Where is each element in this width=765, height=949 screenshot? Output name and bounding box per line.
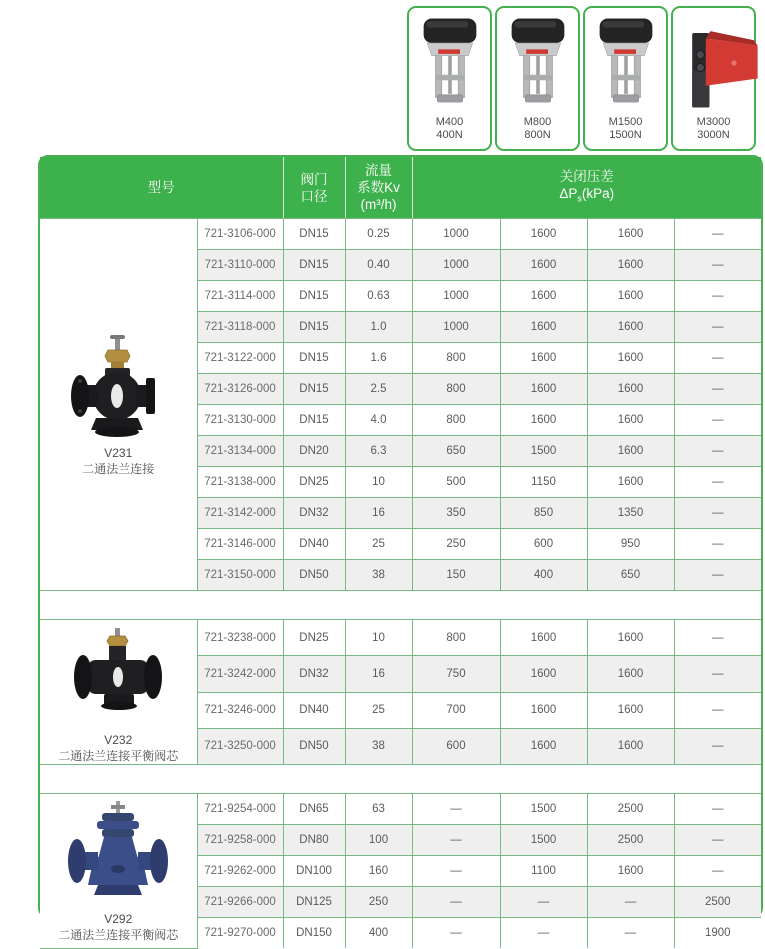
valve-spec-table [40, 157, 761, 949]
dp-m3000-cell: — [674, 856, 761, 887]
dp-m1500-cell: 1600 [587, 281, 674, 312]
dn-cell: DN32 [283, 656, 345, 692]
dp-m800-cell: 1600 [500, 692, 587, 728]
kv-cell: 0.25 [345, 219, 412, 250]
valve-caption: 二通法兰连接平衡阀芯 [58, 927, 179, 942]
dp-m1500-cell: 1350 [587, 498, 674, 529]
dp-m3000-cell: — [674, 281, 761, 312]
dp-m400-cell: — [412, 856, 500, 887]
model-cell: 721-3150-000 [197, 560, 283, 591]
dp-m400-cell: 800 [412, 405, 500, 436]
dp-m400-cell: 1000 [412, 250, 500, 281]
dp-m3000-cell: — [674, 498, 761, 529]
dn-cell: DN15 [283, 250, 345, 281]
dn-cell: DN80 [283, 825, 345, 856]
actuator-force: 800N [524, 129, 551, 141]
dn-cell: DN100 [283, 856, 345, 887]
dp-m3000-cell: — [674, 728, 761, 764]
dp-m400-cell: 600 [412, 728, 500, 764]
dp-m1500-cell: 1600 [587, 620, 674, 656]
valve-name: V231 [104, 445, 133, 460]
model-cell: 721-3238-000 [197, 620, 283, 656]
dp-m3000-cell: — [674, 219, 761, 250]
dp-m800-cell: 1600 [500, 656, 587, 692]
dp-m400-cell: 1000 [412, 281, 500, 312]
model-cell: 721-3138-000 [197, 467, 283, 498]
dp-m800-cell: 1500 [500, 794, 587, 825]
kv-cell: 16 [345, 498, 412, 529]
dp-m400-cell: — [412, 794, 500, 825]
dn-cell: DN25 [283, 467, 345, 498]
v232-valve-image [58, 620, 178, 730]
dp-m400-cell: 150 [412, 560, 500, 591]
model-cell: 721-9266-000 [197, 887, 283, 918]
dp-m800-cell: 600 [500, 529, 587, 560]
dp-m1500-cell: 1600 [587, 728, 674, 764]
actuator-card-m3000 [671, 6, 756, 151]
dp-m800-cell: 1600 [500, 620, 587, 656]
dp-m3000-cell: — [674, 343, 761, 374]
dp-m3000-cell: — [674, 620, 761, 656]
dp-m800-cell: 1600 [500, 343, 587, 374]
v232-image-cell [40, 620, 197, 765]
dp-m800-cell: 850 [500, 498, 587, 529]
actuator-model: M3000 [696, 116, 731, 128]
model-cell: 721-3250-000 [197, 728, 283, 764]
actuator-force: 3000N [697, 129, 730, 141]
dp-m1500-cell: — [587, 918, 674, 949]
dp-m400-cell: 650 [412, 436, 500, 467]
table-row [40, 794, 761, 825]
actuator-force: 1500N [609, 129, 642, 141]
dp-m800-cell: 1600 [500, 405, 587, 436]
dn-cell: DN15 [283, 219, 345, 250]
model-cell: 721-3118-000 [197, 312, 283, 343]
dn-cell: DN25 [283, 620, 345, 656]
dp-m3000-cell: — [674, 467, 761, 498]
dp-m400-cell: — [412, 887, 500, 918]
model-cell: 721-9270-000 [197, 918, 283, 949]
dp-m400-cell: 800 [412, 374, 500, 405]
dp-m1500-cell: 1600 [587, 374, 674, 405]
linear-actuator-icon [412, 13, 488, 113]
dn-cell: DN15 [283, 343, 345, 374]
model-cell: 721-9254-000 [197, 794, 283, 825]
header-flow-coefficient: 流量 系数Kv (m³/h) [345, 157, 412, 219]
v231-image-cell [40, 219, 197, 591]
rotary-actuator-icon [676, 13, 752, 113]
dp-m800-cell: 1600 [500, 219, 587, 250]
dp-m800-cell: 1500 [500, 436, 587, 467]
dp-m3000-cell: — [674, 560, 761, 591]
dp-m400-cell: — [412, 825, 500, 856]
dp-m800-cell: 1150 [500, 467, 587, 498]
dp-m400-cell: 1000 [412, 219, 500, 250]
dn-cell: DN15 [283, 312, 345, 343]
model-cell: 721-9262-000 [197, 856, 283, 887]
dp-m800-cell: 1100 [500, 856, 587, 887]
dp-m3000-cell: — [674, 656, 761, 692]
dp-m1500-cell: 1600 [587, 436, 674, 467]
kv-cell: 4.0 [345, 405, 412, 436]
actuator-model: M400 [435, 116, 464, 128]
kv-cell: 16 [345, 656, 412, 692]
dp-m800-cell: 1600 [500, 281, 587, 312]
spec-table [38, 155, 763, 942]
valve-name: V292 [104, 911, 133, 926]
kv-cell: 38 [345, 560, 412, 591]
dp-m3000-cell: — [674, 312, 761, 343]
header-valve-diameter: 阀门 口径 [283, 157, 345, 219]
dp-m1500-cell: 1600 [587, 856, 674, 887]
dp-m400-cell: — [412, 918, 500, 949]
header-model: 型号 [40, 157, 283, 219]
kv-cell: 10 [345, 620, 412, 656]
actuator-label [497, 116, 578, 142]
kv-cell: 1.0 [345, 312, 412, 343]
model-cell: 721-3110-000 [197, 250, 283, 281]
table-row [40, 620, 761, 656]
dp-m800-cell: 1600 [500, 374, 587, 405]
dn-cell: DN20 [283, 436, 345, 467]
linear-actuator-icon [500, 13, 576, 113]
model-cell: 721-3146-000 [197, 529, 283, 560]
dp-m3000-cell: — [674, 794, 761, 825]
dn-cell: DN50 [283, 560, 345, 591]
v292-valve-image [58, 799, 178, 909]
dp-m400-cell: 1000 [412, 312, 500, 343]
kv-cell: 25 [345, 529, 412, 560]
dp-m800-cell: 1600 [500, 312, 587, 343]
kv-cell: 6.3 [345, 436, 412, 467]
dp-m3000-cell: — [674, 529, 761, 560]
dp-m3000-cell: — [674, 436, 761, 467]
dp-m800-cell: 400 [500, 560, 587, 591]
actuator-card-m800 [495, 6, 580, 151]
table-row [40, 219, 761, 250]
model-cell: 721-3130-000 [197, 405, 283, 436]
model-cell: 721-3242-000 [197, 656, 283, 692]
dp-m1500-cell: 1600 [587, 467, 674, 498]
dp-m400-cell: 800 [412, 343, 500, 374]
dp-m1500-cell: 1600 [587, 343, 674, 374]
kv-cell: 0.40 [345, 250, 412, 281]
actuator-card-m1500 [583, 6, 668, 151]
dn-cell: DN15 [283, 405, 345, 436]
dn-cell: DN65 [283, 794, 345, 825]
dn-cell: DN150 [283, 918, 345, 949]
actuator-label [409, 116, 490, 142]
model-cell: 721-3142-000 [197, 498, 283, 529]
dp-m400-cell: 250 [412, 529, 500, 560]
model-cell: 721-3106-000 [197, 219, 283, 250]
actuator-force: 400N [436, 129, 463, 141]
dn-cell: DN40 [283, 692, 345, 728]
dn-cell: DN15 [283, 281, 345, 312]
dn-cell: DN50 [283, 728, 345, 764]
dp-m3000-cell: — [674, 825, 761, 856]
kv-cell: 100 [345, 825, 412, 856]
model-cell: 721-3114-000 [197, 281, 283, 312]
dp-m3000-cell: — [674, 405, 761, 436]
dp-m1500-cell: 1600 [587, 405, 674, 436]
model-cell: 721-3246-000 [197, 692, 283, 728]
dp-m400-cell: 800 [412, 620, 500, 656]
dn-cell: DN125 [283, 887, 345, 918]
actuator-strip [407, 6, 756, 151]
section-separator [40, 591, 761, 620]
kv-cell: 38 [345, 728, 412, 764]
valve-caption: 二通法兰连接平衡阀芯 [58, 749, 179, 763]
actuator-model: M800 [523, 116, 552, 128]
kv-cell: 400 [345, 918, 412, 949]
model-cell: 721-3126-000 [197, 374, 283, 405]
model-cell: 721-3134-000 [197, 436, 283, 467]
linear-actuator-icon [588, 13, 664, 113]
dn-cell: DN40 [283, 529, 345, 560]
actuator-model: M1500 [608, 116, 643, 128]
actuator-card-m400 [407, 6, 492, 151]
dp-m3000-cell: 1900 [674, 918, 761, 949]
model-cell: 721-3122-000 [197, 343, 283, 374]
kv-cell: 10 [345, 467, 412, 498]
dp-m1500-cell: 2500 [587, 825, 674, 856]
dp-m3000-cell: — [674, 250, 761, 281]
dp-m800-cell: — [500, 918, 587, 949]
kv-cell: 0.63 [345, 281, 412, 312]
dp-m3000-cell: 2500 [674, 887, 761, 918]
dp-m1500-cell: 1600 [587, 692, 674, 728]
dp-m1500-cell: 650 [587, 560, 674, 591]
dp-m400-cell: 700 [412, 692, 500, 728]
dp-m800-cell: — [500, 887, 587, 918]
dp-m1500-cell: 2500 [587, 794, 674, 825]
dp-m1500-cell: 1600 [587, 312, 674, 343]
actuator-label [585, 116, 666, 142]
dp-m1500-cell: 1600 [587, 250, 674, 281]
kv-cell: 250 [345, 887, 412, 918]
dp-m800-cell: 1600 [500, 250, 587, 281]
table-header-row [40, 157, 761, 219]
actuator-label [673, 116, 754, 142]
dn-cell: DN32 [283, 498, 345, 529]
dp-m1500-cell: 1600 [587, 656, 674, 692]
dp-m800-cell: 1600 [500, 728, 587, 764]
kv-cell: 160 [345, 856, 412, 887]
dn-cell: DN15 [283, 374, 345, 405]
valve-name: V232 [104, 733, 133, 747]
dp-m1500-cell: — [587, 887, 674, 918]
dp-m3000-cell: — [674, 374, 761, 405]
v292-image-cell [40, 794, 197, 949]
dp-m1500-cell: 950 [587, 529, 674, 560]
model-cell: 721-9258-000 [197, 825, 283, 856]
kv-cell: 63 [345, 794, 412, 825]
kv-cell: 25 [345, 692, 412, 728]
v231-valve-image [58, 333, 178, 443]
kv-cell: 2.5 [345, 374, 412, 405]
header-close-off-pressure: 关闭压差 $\Delta P_s(kPa)$ [412, 157, 761, 219]
dp-m400-cell: 500 [412, 467, 500, 498]
section-separator [40, 765, 761, 794]
dp-m1500-cell: 1600 [587, 219, 674, 250]
valve-caption: 二通法兰连接 [82, 461, 155, 476]
dp-m400-cell: 750 [412, 656, 500, 692]
dp-m800-cell: 1500 [500, 825, 587, 856]
dp-m400-cell: 350 [412, 498, 500, 529]
kv-cell: 1.6 [345, 343, 412, 374]
dp-m3000-cell: — [674, 692, 761, 728]
